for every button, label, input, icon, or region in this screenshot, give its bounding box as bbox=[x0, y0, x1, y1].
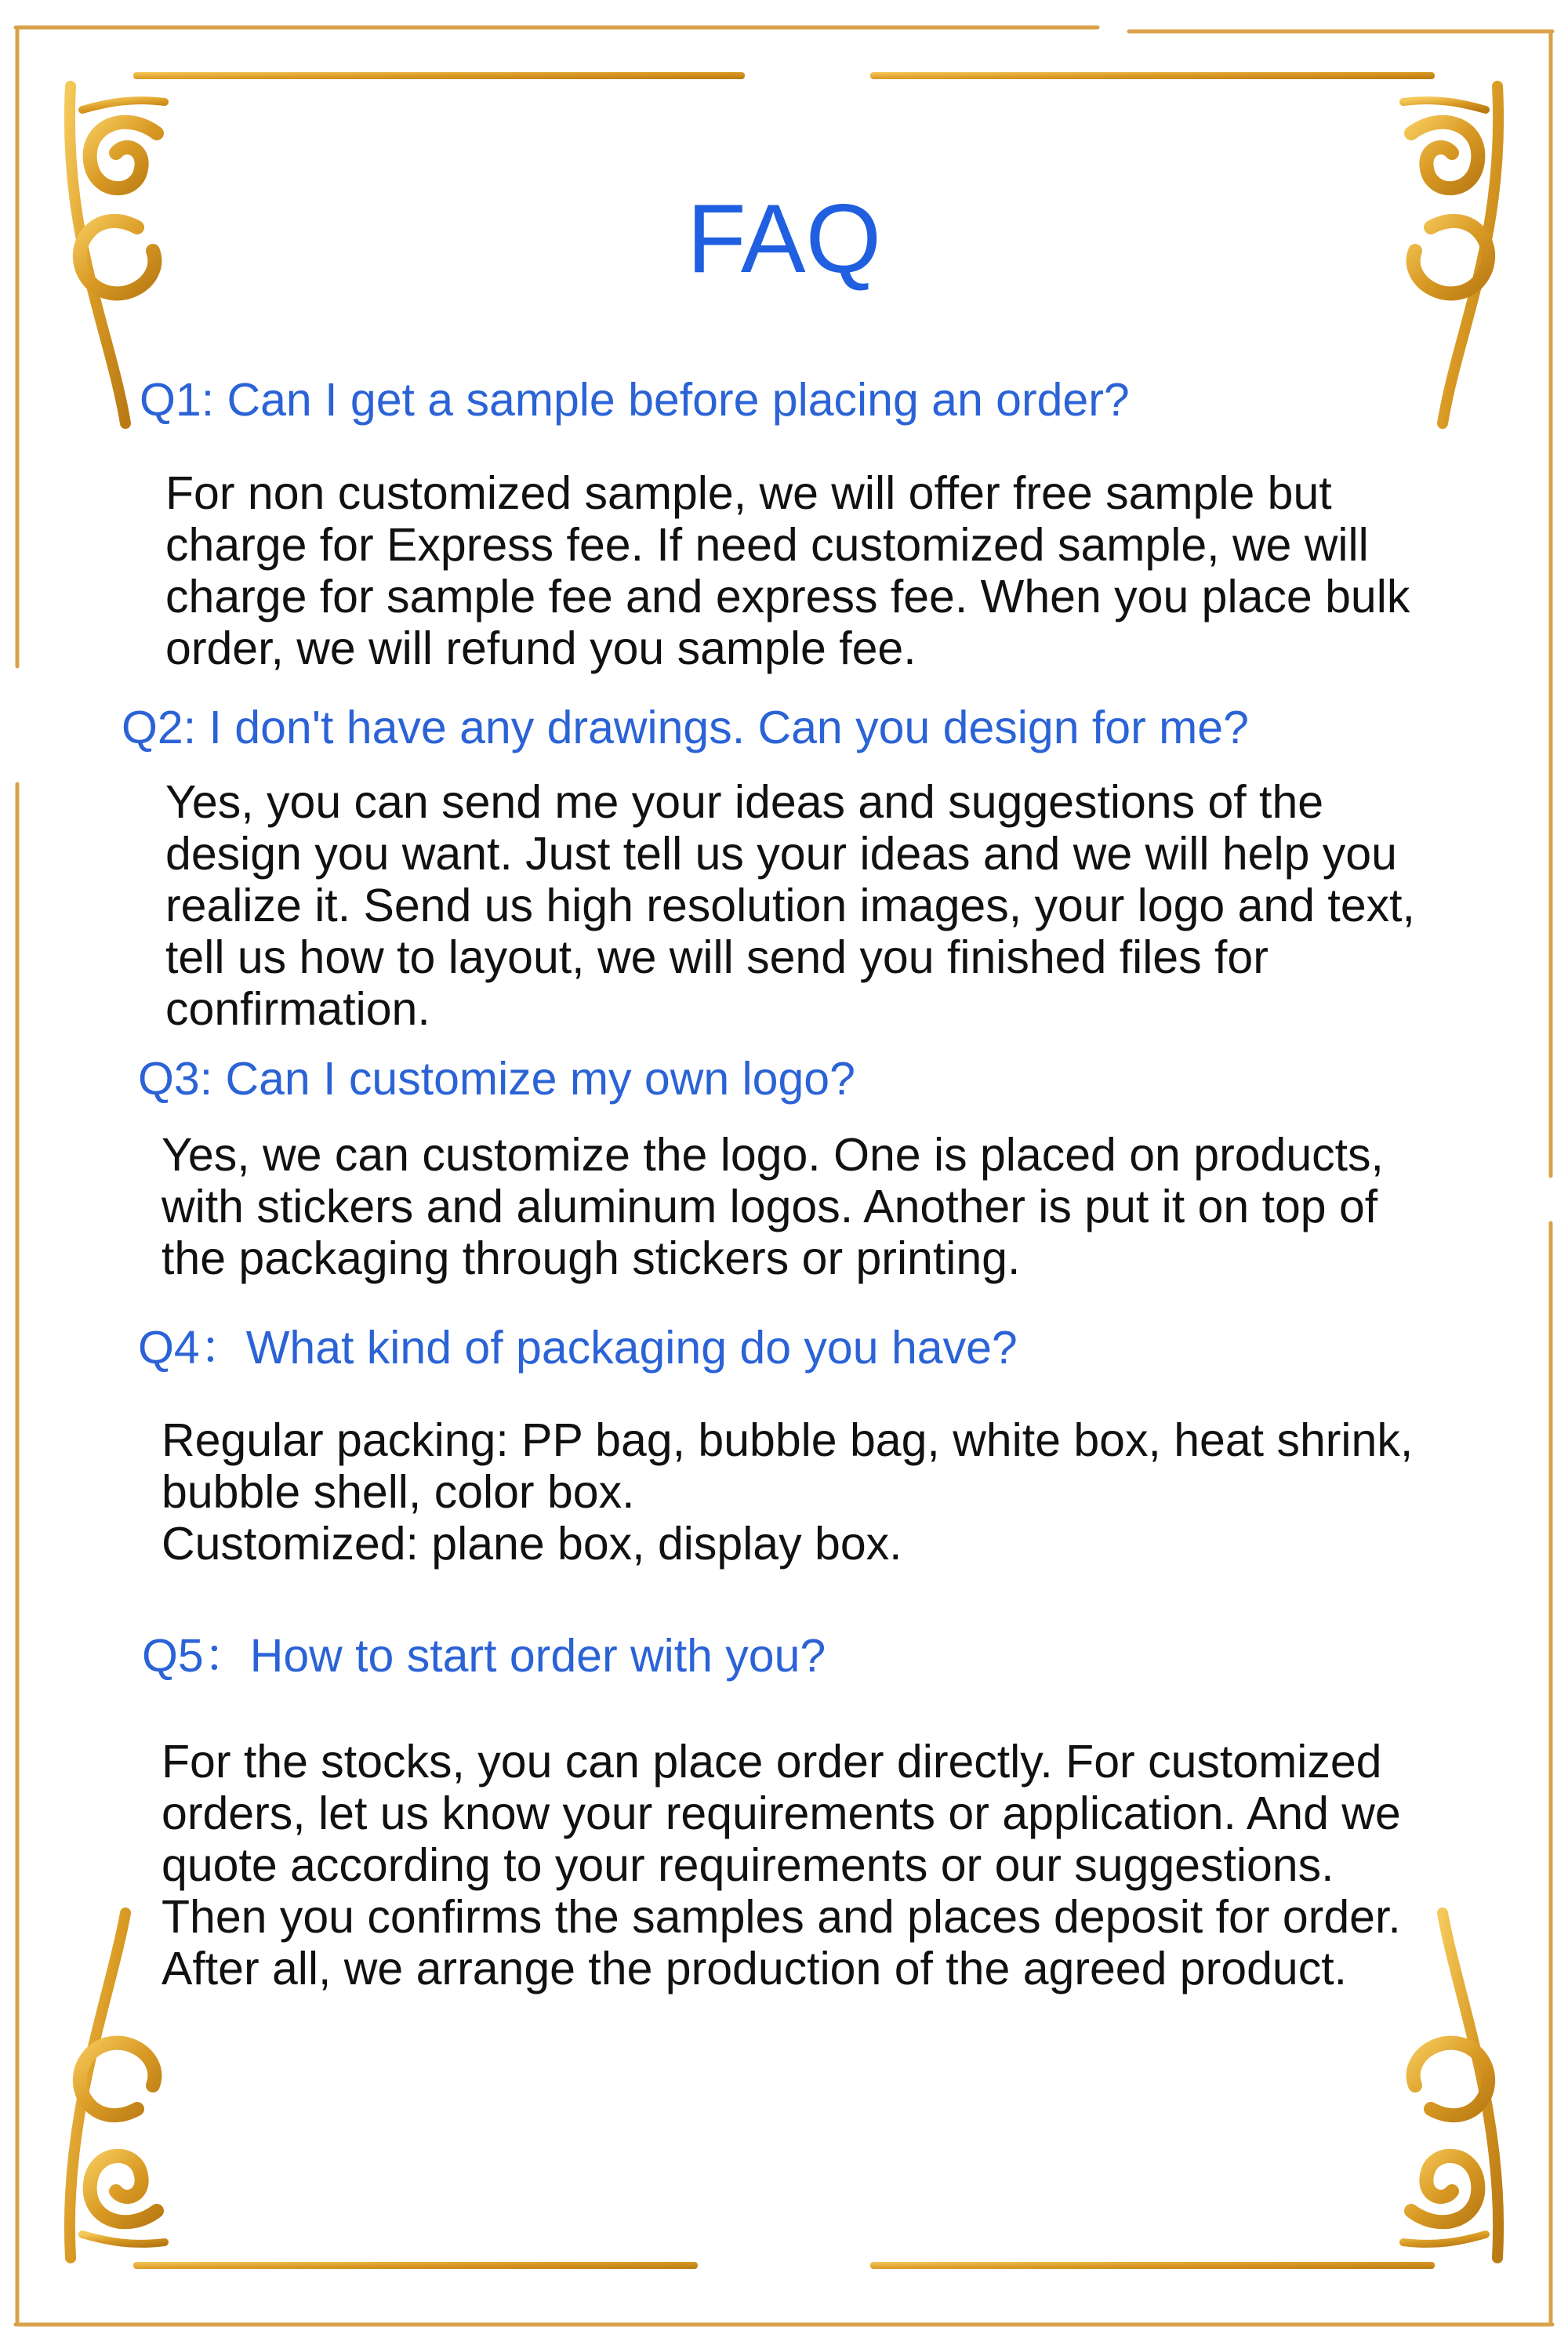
answer-line: Regular packing: PP bag, bubble bag, white box, heat shrink, bbox=[162, 1414, 1414, 1466]
answer-line: Customized: plane box, display box. bbox=[162, 1518, 902, 1570]
faq-question-1: Q1: Can I get a sample before placing an order? bbox=[140, 374, 1130, 426]
answer-line: tell us how to layout, we will send you finished files for bbox=[165, 931, 1269, 983]
faq-question-3: Q3: Can I customize my own logo? bbox=[138, 1053, 855, 1105]
faq-question-2: Q2: I don't have any drawings. Can you design for me? bbox=[122, 702, 1249, 753]
answer-line: For non customized sample, we will offer free sample but bbox=[165, 467, 1332, 519]
page-title: FAQ bbox=[686, 185, 882, 293]
answer-line: bubble shell, color box. bbox=[162, 1466, 635, 1518]
answer-line: charge for sample fee and express fee. When you place bulk bbox=[165, 571, 1410, 622]
faq-question-5: Q5：How to start order with you? bbox=[142, 1630, 826, 1682]
faq-answer-3 bbox=[162, 1129, 1384, 1284]
answer-line: confirmation. bbox=[165, 983, 430, 1035]
faq-answer-1 bbox=[165, 467, 1410, 674]
answer-line: quote according to your requirements or our suggestions. bbox=[162, 1839, 1334, 1891]
answer-line: with stickers and aluminum logos. Another is put it on top of bbox=[162, 1181, 1378, 1232]
answer-line: Yes, you can send me your ideas and suggestions of the bbox=[165, 776, 1324, 828]
answer-line: design you want. Just tell us your ideas and we will help you bbox=[165, 828, 1397, 880]
faq-answer-4 bbox=[162, 1414, 1413, 1570]
faq-question-4: Q4：What kind of packaging do you have? bbox=[138, 1322, 1018, 1374]
answer-line: After all, we arrange the production of the agreed product. bbox=[162, 1943, 1347, 1994]
corner-ornament-bottom-left bbox=[70, 1913, 165, 2258]
answer-line: realize it. Send us high resolution images, your logo and text, bbox=[165, 880, 1415, 931]
answer-line: orders, let us know your requirements or application. And we bbox=[162, 1788, 1401, 1839]
answer-line: Then you confirms the samples and places deposit for order. bbox=[162, 1891, 1401, 1943]
faq-answer-2 bbox=[165, 776, 1415, 1035]
answer-line: order, we will refund you sample fee. bbox=[165, 622, 916, 674]
faq-answer-5 bbox=[162, 1736, 1401, 1994]
corner-ornament-bottom-right bbox=[1403, 1913, 1498, 2258]
answer-line: the packaging through stickers or printing. bbox=[162, 1232, 1021, 1284]
answer-line: charge for Express fee. If need customized sample, we will bbox=[165, 519, 1369, 571]
answer-line: For the stocks, you can place order directly. For customized bbox=[162, 1736, 1382, 1788]
answer-line: Yes, we can customize the logo. One is placed on products, bbox=[162, 1129, 1384, 1181]
